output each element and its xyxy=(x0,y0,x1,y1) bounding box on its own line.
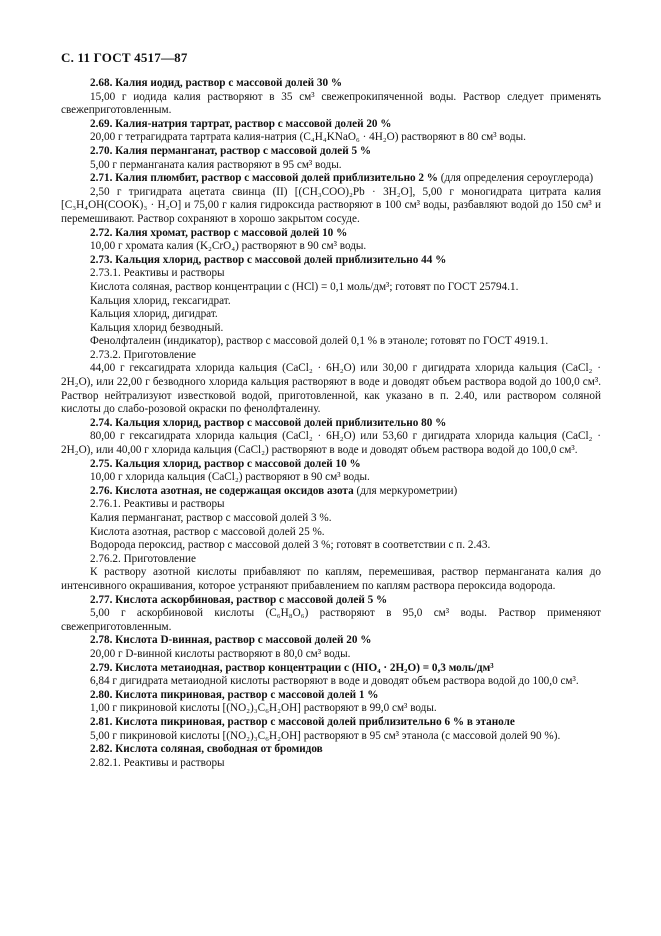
paragraph: 5,00 г пикриновой кислоты [(NO₂)₃C₆H₂OH] растворяют в 95 см³ этанола (с массовой долей 90 %). xyxy=(90,729,561,742)
section-heading: 2.72. Калия хромат, раствор с массовой долей 10 % xyxy=(90,226,348,239)
section-heading: 2.77. Кислота аскорбиновая, раствор с массовой долей 5 % xyxy=(90,593,388,606)
section-heading: 2.82. Кислота соляная, свободная от бромидов xyxy=(90,743,323,756)
section-heading: 2.78. Кислота D-винная, раствор с массовой долей 20 % xyxy=(90,634,372,647)
section-heading: 2.69. Калия-натрия тартрат, раствор с массовой долей 20 % xyxy=(90,117,392,130)
subsection-title: 2.82.1. Реактивы и растворы xyxy=(90,756,225,769)
paragraph: 5,00 г перманганата калия растворяют в 95 см³ воды. xyxy=(90,158,342,171)
paragraph: 1,00 г пикриновой кислоты [(NO₂)₃C₆H₂OH] растворяют в 99,0 см³ воды. xyxy=(90,702,437,715)
paragraph: Кальция хлорид, дигидрат. xyxy=(90,308,218,321)
paragraph: 20,00 г D-винной кислоты растворяют в 80,0 см³ воды. xyxy=(90,647,351,660)
section-heading: 2.70. Калия перманганат, раствор с массовой долей 5 % xyxy=(90,144,372,157)
paragraph: 10,00 г хлорида кальция (CaCl₂) растворяют в 90 см³ воды. xyxy=(90,471,370,484)
page-header: С. 11 ГОСТ 4517—87 xyxy=(61,50,188,65)
paragraph: Фенолфталеин (индикатор), раствор с массовой долей 0,1 % в этаноле; готовят по ГОСТ 4919.1. xyxy=(90,335,549,348)
paragraph: 10,00 г хромата калия (K₂CrO₄) растворяют в 90 см³ воды. xyxy=(90,240,367,253)
document-body xyxy=(61,77,601,770)
paragraph: Кислота соляная, раствор концентрации c (HCl) = 0,1 моль/дм³; готовят по ГОСТ 25794.1. xyxy=(90,280,519,293)
section-heading: 2.68. Калия иодид, раствор с массовой долей 30 % xyxy=(90,77,343,89)
section-heading: 2.81. Кислота пикриновая, раствор с массовой долей приблизительно 6 % в этаноле xyxy=(90,715,515,728)
section-heading: 2.74. Кальция хлорид, раствор с массовой долей приблизительно 80 % xyxy=(90,416,447,429)
paragraph: К раствору азотной кислоты прибавляют по каплям, перемешивая, раствор перманганата калия до интенсивного окрашивания, которое устраняют прибавлением по каплям раствора пероксида водорода. xyxy=(61,566,601,592)
paragraph: Кислота азотная, раствор с массовой долей 25 %. xyxy=(90,525,325,538)
section-heading: 2.71. Калия плюмбит, раствор с массовой долей приблизительно 2 % (для определения сероуглерода) xyxy=(90,172,594,185)
paragraph: 20,00 г тетрагидрата тартрата калия-натрия (C₄H₄KNaO₆ · 4H₂O) растворяют в 80 см³ воды. xyxy=(90,131,526,144)
section-heading: 2.79. Кислота метаиодная, раствор концентрации c (HIO₄ · 2H₂O) = 0,3 моль/дм³ xyxy=(90,661,494,674)
paragraph: Кальция хлорид безводный. xyxy=(90,321,224,334)
subsection-title: 2.73.1. Реактивы и растворы xyxy=(90,267,225,280)
section-heading: 2.76. Кислота азотная, не содержащая оксидов азота (для меркурометрии) xyxy=(90,484,458,497)
paragraph: 44,00 г гексагидрата хлорида кальция (CaCl₂ · 6H₂O) или 30,00 г дигидрата хлорида кальция (CaCl₂ · 2H₂O), или 22,00 г безводного хлорида кальция растворяют в воде и доводят объем раствора водой до 100,0 см³. Раствор нейтрализуют известковой водой, приготовленной, как указано в п. 2.40, или раствором соляной кислоты до слабо-розовой окраски по фенолфталеину. xyxy=(61,362,601,416)
paragraph: Водорода пероксид, раствор с массовой долей 3 %; готовят в соответствии с п. 2.43. xyxy=(90,539,491,552)
subsection-title: 2.76.1. Реактивы и растворы xyxy=(90,498,225,511)
paragraph: 5,00 г аскорбиновой кислоты (C₆H₈O₆) растворяют в 95,0 см³ воды. Раствор применяют свежеприготовленным. xyxy=(61,607,601,633)
section-heading: 2.75. Кальция хлорид, раствор с массовой долей 10 % xyxy=(90,457,361,470)
section-heading: 2.73. Кальция хлорид, раствор с массовой долей приблизительно 44 % xyxy=(90,253,447,266)
paragraph: Калия перманганат, раствор с массовой долей 3 %. xyxy=(90,512,332,524)
section-heading: 2.80. Кислота пикриновая, раствор с массовой долей 1 % xyxy=(90,688,379,701)
paragraph: 2,50 г тригидрата ацетата свинца (II) [(CH₃COO)₂Pb · 3H₂O], 5,00 г моногидрата цитрата калия [C₃H₄OH(COOK)₃ · H₂O] и 75,00 г калия гидроксида растворяют в 100 см³ воды, разбавляют водой до 150 см³ и перемешивают. Раствор сохраняют в хорошо закрытом сосуде. xyxy=(61,185,601,225)
paragraph: Кальция хлорид, гексагидрат. xyxy=(90,294,231,307)
subsection-title: 2.73.2. Приготовление xyxy=(90,348,196,361)
paragraph: 6,84 г дигидрата метаиодной кислоты растворяют в воде и доводят объем раствора водой до 100,0 см³. xyxy=(90,675,579,688)
subsection-title: 2.76.2. Приготовление xyxy=(90,552,196,565)
paragraph: 80,00 г гексагидрата хлорида кальция (CaCl₂ · 6H₂O) или 53,60 г дигидрата хлорида кальция (CaCl₂ · 2H₂O), или 40,00 г хлорида кальция (CaCl₂) растворяют в воде и доводят объем раствора водой до 100,0 см³. xyxy=(61,430,601,457)
paragraph: 15,00 г иодида калия растворяют в 35 см³ свежепрокипяченной воды. Раствор следует применять свежеприготовленным. xyxy=(61,90,601,117)
